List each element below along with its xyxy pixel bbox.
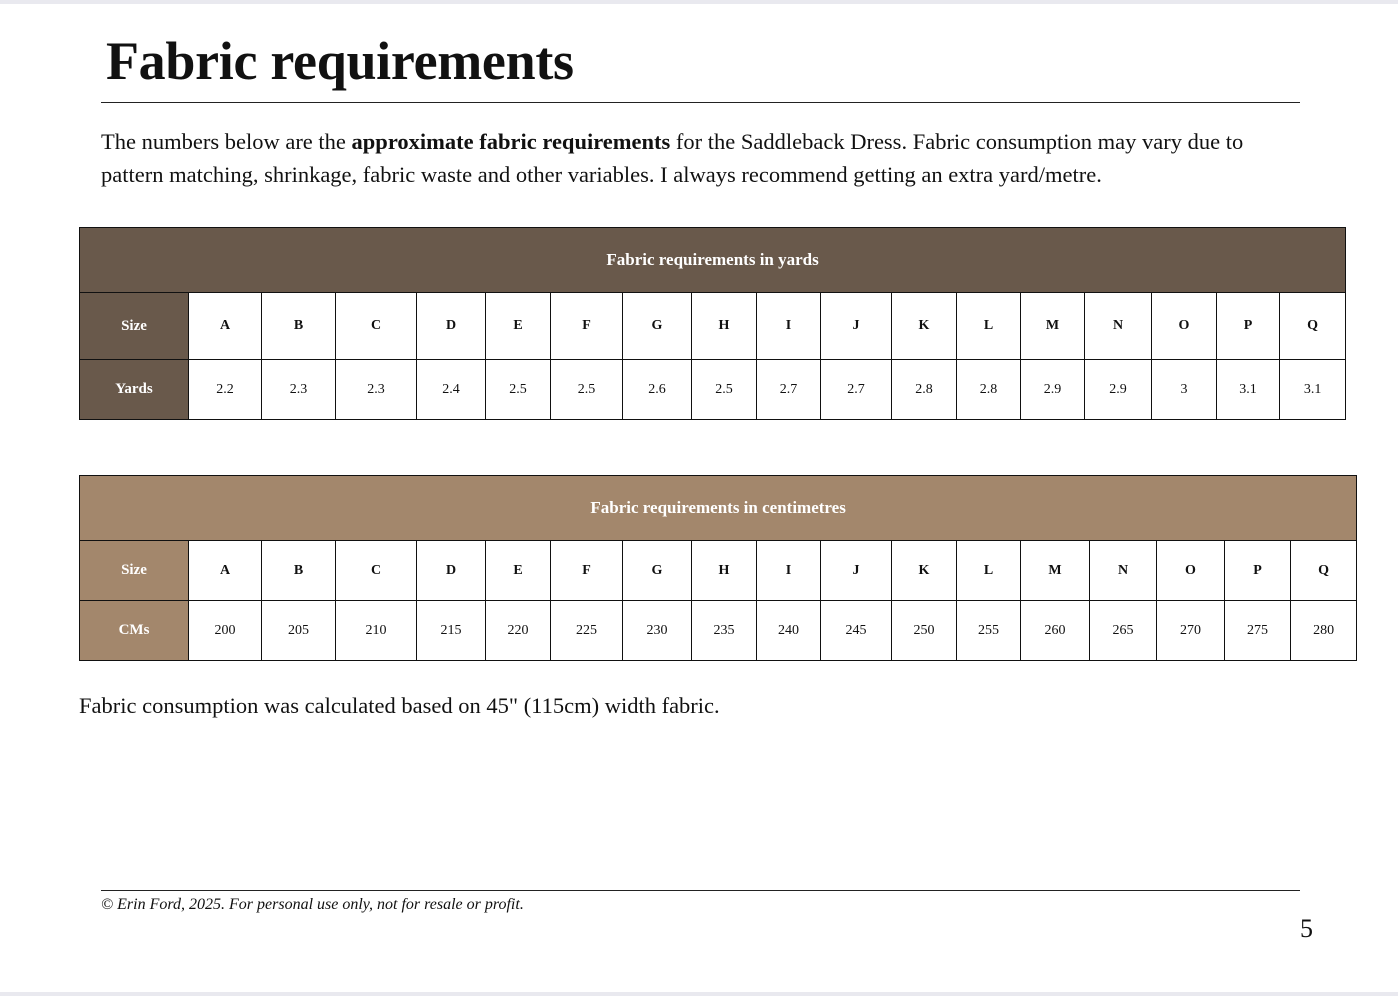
centimetres-size-row <box>80 541 1357 601</box>
yards-value-row <box>80 360 1346 420</box>
yards-table <box>79 227 1346 420</box>
yards-size-d: D <box>417 293 486 360</box>
centimetres-size-m: M <box>1021 541 1090 601</box>
centimetres-value-header: CMs <box>80 601 189 661</box>
yards-value-b: 2.3 <box>262 360 336 420</box>
yards-value-f: 2.5 <box>551 360 623 420</box>
yards-value-q: 3.1 <box>1280 360 1346 420</box>
centimetres-value-b: 205 <box>262 601 336 661</box>
intro-paragraph <box>101 125 1311 191</box>
centimetres-size-e: E <box>486 541 551 601</box>
centimetres-size-p: P <box>1225 541 1291 601</box>
centimetres-value-a: 200 <box>189 601 262 661</box>
centimetres-size-n: N <box>1090 541 1157 601</box>
centimetres-size-header: Size <box>80 541 189 601</box>
yards-size-a: A <box>189 293 262 360</box>
centimetres-size-h: H <box>692 541 757 601</box>
centimetres-size-b: B <box>262 541 336 601</box>
centimetres-size-c: C <box>336 541 417 601</box>
yards-size-b: B <box>262 293 336 360</box>
yards-value-i: 2.7 <box>757 360 821 420</box>
centimetres-size-g: G <box>623 541 692 601</box>
yards-value-c: 2.3 <box>336 360 417 420</box>
centimetres-size-d: D <box>417 541 486 601</box>
yards-size-c: C <box>336 293 417 360</box>
centimetres-value-e: 220 <box>486 601 551 661</box>
yards-value-p: 3.1 <box>1217 360 1280 420</box>
centimetres-value-row <box>80 601 1357 661</box>
title-divider <box>101 102 1300 103</box>
yards-value-o: 3 <box>1152 360 1217 420</box>
yards-size-j: J <box>821 293 892 360</box>
yards-size-k: K <box>892 293 957 360</box>
yards-size-i: I <box>757 293 821 360</box>
centimetres-size-q: Q <box>1291 541 1357 601</box>
yards-size-o: O <box>1152 293 1217 360</box>
yards-size-f: F <box>551 293 623 360</box>
yards-value-header: Yards <box>80 360 189 420</box>
centimetres-value-c: 210 <box>336 601 417 661</box>
centimetres-value-i: 240 <box>757 601 821 661</box>
yards-value-h: 2.5 <box>692 360 757 420</box>
centimetres-value-d: 215 <box>417 601 486 661</box>
centimetres-value-p: 275 <box>1225 601 1291 661</box>
centimetres-size-j: J <box>821 541 892 601</box>
centimetres-value-k: 250 <box>892 601 957 661</box>
centimetres-size-l: L <box>957 541 1021 601</box>
yards-value-k: 2.8 <box>892 360 957 420</box>
centimetres-value-f: 225 <box>551 601 623 661</box>
copyright-notice: © Erin Ford, 2025. For personal use only, not for resale or profit. <box>101 896 524 913</box>
page-title: Fabric requirements <box>106 31 574 91</box>
centimetres-value-g: 230 <box>623 601 692 661</box>
intro-text-bold: approximate fabric requirements <box>351 129 671 154</box>
fabric-width-note: Fabric consumption was calculated based on 45" (115cm) width fabric. <box>79 693 720 718</box>
yards-value-n: 2.9 <box>1085 360 1152 420</box>
centimetres-value-l: 255 <box>957 601 1021 661</box>
yards-value-e: 2.5 <box>486 360 551 420</box>
page <box>0 4 1398 992</box>
centimetres-value-h: 235 <box>692 601 757 661</box>
yards-table-title: Fabric requirements in yards <box>80 228 1346 293</box>
yards-value-l: 2.8 <box>957 360 1021 420</box>
yards-size-l: L <box>957 293 1021 360</box>
yards-value-j: 2.7 <box>821 360 892 420</box>
centimetres-value-j: 245 <box>821 601 892 661</box>
centimetres-size-k: K <box>892 541 957 601</box>
yards-size-g: G <box>623 293 692 360</box>
centimetres-size-f: F <box>551 541 623 601</box>
centimetres-value-n: 265 <box>1090 601 1157 661</box>
intro-text-end: for the Saddleback Dress. Fabric consumption may vary due to pattern matching, shrinkage, fabric waste and other variables. I always recommend getting an extra yard/metre. <box>101 129 1244 187</box>
intro-text-start: The numbers below are the <box>101 129 352 154</box>
yards-value-a: 2.2 <box>189 360 262 420</box>
yards-value-d: 2.4 <box>417 360 486 420</box>
yards-value-g: 2.6 <box>623 360 692 420</box>
centimetres-value-m: 260 <box>1021 601 1090 661</box>
centimetres-size-i: I <box>757 541 821 601</box>
centimetres-value-o: 270 <box>1157 601 1225 661</box>
yards-size-n: N <box>1085 293 1152 360</box>
yards-size-p: P <box>1217 293 1280 360</box>
yards-size-h: H <box>692 293 757 360</box>
centimetres-table-title: Fabric requirements in centimetres <box>80 476 1357 541</box>
page-number: 5 <box>1300 914 1313 943</box>
yards-size-q: Q <box>1280 293 1346 360</box>
centimetres-table <box>79 475 1357 661</box>
centimetres-value-q: 280 <box>1291 601 1357 661</box>
footer-divider <box>101 890 1300 891</box>
yards-size-header: Size <box>80 293 189 360</box>
yards-size-row <box>80 293 1346 360</box>
yards-size-m: M <box>1021 293 1085 360</box>
yards-size-e: E <box>486 293 551 360</box>
centimetres-size-o: O <box>1157 541 1225 601</box>
centimetres-size-a: A <box>189 541 262 601</box>
yards-value-m: 2.9 <box>1021 360 1085 420</box>
